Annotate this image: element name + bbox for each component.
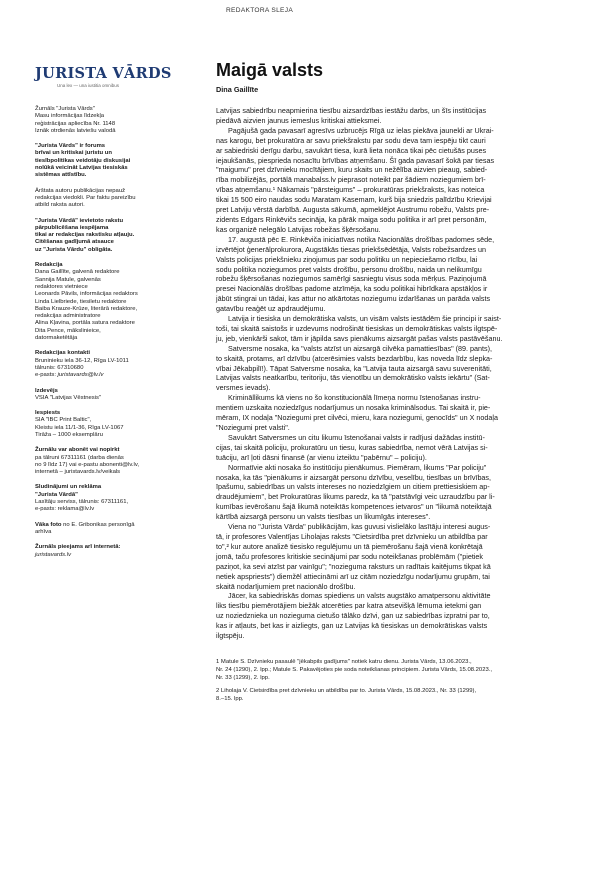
article-line: to",² kur autore analizē tiesisko regulējumu un tā piemērošanu šajā vienā konkrētajā [216,541,483,551]
article-paragraph [216,433,572,463]
article-line: Savukārt Satversmes un citu likumu īstenošanai valsts ir radījusi dažādas institū- [228,432,485,442]
ads-line: Lasītāju serviss, tālrunis: 67311161, [35,499,129,506]
publisher-heading: Izdevējs [35,387,58,394]
mission-line: nolūkā veicināt Latvijas tiesiskās [35,165,128,172]
footnote-line: 8.–15. lpp. [216,696,244,703]
disclaimer-line: atbild raksta autori. [35,202,85,209]
article-line: kārtībā aizsargā personu un valsts tiesības un likumīgās intereses". [216,512,431,522]
article-line: sodu politika noziegumos pret valsts drošību, personu drošību, naida un nelikumīgu [216,264,482,274]
ads-heading: Sludinājumi un reklāma [35,484,102,491]
article [216,60,572,710]
copyright-line: Citēšanas gadījumā atsauce [35,239,114,246]
disclaimer-line: redakcijas viedokli. Par faktu pareizību [35,194,136,201]
article-line: Viena no "Jurista Vārda" publikācijām, kas guvusi vislielāko lasītāju interesi augus- [228,522,491,532]
article-line: to skaitā, protams, arī dzīvību (atcerēsimies valsts bezdarbību, kas noveda līdz slepka- [216,353,493,363]
article-paragraph [216,106,572,126]
contacts-phone: tālrunis: 67310680 [35,364,84,371]
article-line: jomā, taču profesores kritiskie secinājumi par sodu noteikšanas problēmām ("pietiek [216,551,484,561]
article-line: jābūt stingrai un tādai, kas attur no atkārtotas noziegumu izdarīšanas un parāda valsts [216,294,491,304]
editorial-line: Dana Gaillīte, galvenā redaktore [35,269,120,276]
cover-heading: Vāka foto [35,521,62,528]
subscribe-block [35,447,185,476]
editorial-line: Leonards Pāvils, informācijas redaktors [35,291,138,298]
footnote [216,688,572,704]
mission-block [35,143,185,179]
cover-line: arhīva [35,528,52,535]
copyright-block [35,218,185,254]
editorial-line: redaktores vietniece [35,283,88,290]
publisher-name: VSIA "Latvijas Vēstnesis" [35,394,102,401]
article-line: kas ir atļauts, bet kas ir aizliegts, gan uz Latvijas kā tiesiskas un demokrātiskas valsts [216,621,488,631]
article-line: Krimināllikums kā viens no šo konstitucionālā līmeņa normu īstenošanas instru- [228,393,481,403]
article-paragraph [216,126,572,235]
article-line: zidents Edgars Rinkēvičs secināja, ka pārāk maiga sodu politika ir arī pret personām, [216,214,487,224]
editorial-line: Sannija Matule, galvenās [35,276,101,283]
contacts-email-label: e-pasts: [35,372,58,379]
article-paragraph [216,463,572,522]
mission-line: sistēmas attīstību. [35,172,87,179]
masthead-sidebar [35,66,185,559]
article-line: Valsts policijas priekšnieku ziņojumus par sodu politiku un nepieciešamo rīcību, lai [216,254,478,264]
article-line: "maigumu" pret dzīvnieku mocītājiem, kuru skaits un nežēlība aizvien pieaug, sabied- [216,165,488,175]
article-paragraph [216,522,572,591]
footnote-line: Nr. 24 (1290), 2. lpp.; Matule S. Pakavējoties pie soda noteikšanas principiem. Jurista Vārds, 15.08.2023., [216,666,493,673]
editorial-line: Baiba Krauze-Krūze, literārā redaktore, [35,305,138,312]
cover-line [35,522,185,529]
article-line: skaitā nodarījumiem pret nacionālo drošību. [216,581,356,591]
article-line: piedāvā aizvien jaunus iemeslus kritiskai attieksmei. [216,115,382,125]
footnotes [216,659,572,704]
article-line: cijas, tai skaitā policiju, prokuratūru un tiesu, kuras sabiedrība, nemot vērā Latvijas si- [216,442,488,452]
about-line: Žurnāls "Jurista Vārds" [35,106,95,112]
about-line: reģistrācijas apliecība Nr. 1148 [35,120,116,127]
article-paragraph [216,344,572,394]
editorial-line: Linda Lielbriede, tiesiletu redaktore [35,298,127,305]
ads-block [35,484,185,513]
about-line: Masu informācijas līdzekļa [35,113,105,120]
article-body [216,106,572,641]
article-line: mēram, IX nodaļa "Noziegumi pret cilvēci, mieru, kara noziegumi, genocīds" un X nodaļa [216,413,498,423]
contacts-block [35,350,185,379]
copyright-line: "Jurista Vārdā" ievietoto rakstu [35,217,124,224]
article-line: nas karogu, bet prokuratūra ar savu priekšrakstu par sodu deva tam iespēju tikt cauri [216,135,486,145]
article-line: īpašumu, sabiedrības un valsts intereses no noziedzīgiem un citiem prettiesiskiem ap- [216,482,490,492]
editorial-line: Alina Kļavina, portāla satura redaktore [35,320,135,327]
article-line: Normatīvie akti nosaka šo institūciju pienākumus. Piemēram, likums "Par policiju" [228,462,487,472]
article-line: gatavību reaģēt uz apdraudējumu. [216,304,326,314]
online-heading: Žurnāls pieejams arī internetā: [35,544,121,551]
contacts-heading: Redakcijas kontakti [35,350,91,357]
ads-line: e-pasts: reklama@lv.lv [35,506,95,513]
article-line: kumības ievērošanu šajā likumā noteiktās kompetences ietvaros" un "likumā noteiktajā [216,502,492,512]
article-line: tikai 15 500 eiro naudas sodu Maratam Kasemam, kurš bija sniedzis palīdzību Krievijai [216,195,492,205]
cover-block [35,522,185,537]
mission-line: tiesībpolitikas veidotāju diskusijai [35,157,131,164]
article-line: mentiem uzskaita noziedzīgus nodarījumus un nosaka kriminālsodus. Tai skaitā ir, pie- [216,403,491,413]
about-block [35,106,185,135]
copyright-line: tikai ar redakcijas rakstisku atļauju. [35,232,135,239]
article-line: Jācer, ka sabiedriskās domas spiediens un valsts augstāko amatpersonu aktivitāte [228,591,491,601]
mission-line: brīvai un kritiskai juristu un [35,150,112,157]
article-line: tuāciju, arī ļoti dāsni finansē (ar vienu izteiktu "pabērnu" – policiju). [216,452,427,462]
contacts-email-link[interactable]: juristavards@lv.lv [57,372,104,379]
publisher-block [35,388,185,403]
article-title: Maigā valsts [216,60,324,80]
article-line: iejaukšanās, piesprieda nosacītu brīvības atņemšanu. Šī gada pavasarī šokā par tiesas [216,155,495,165]
about-line: Iznāk otrdienās latviešu valodā [35,127,116,134]
editorial-heading: Redakcija [35,262,63,269]
footnote [216,659,572,682]
article-line: vībai Jēkabpilī!). Tāpat Satversme nosaka, ka "Latvija tauta aizsargā savu suverenitāti, [216,363,492,373]
article-line: netiek apspriests") diemžēl attiecināmi arī uz citām noziedzīgu nodarījumu grupām, tai [216,571,490,581]
article-line: Pagājušā gada pavasarī agresīvs uzbrucējs Rīgā uz ielas piekāva jaunekli ar Ukrai- [228,125,494,135]
article-line: uz noziedznieka un nozieguma cietušo tālāko dzīvi, gan uz sabiedrības izpratni par to, [216,611,490,621]
printer-line: Tirāža – 1000 eksemplāru [35,431,103,438]
printer-line: SIA "IBC Print Baltic", [35,417,92,424]
cover-text: no E. Gribonikas personīgā [63,521,135,528]
editorial-line: datormaketētāja [35,335,78,342]
printer-line: Kleistu iela 11/1-36, Rīga LV-1067 [35,424,124,431]
copyright-line: uz "Jurista Vārdu" obligāta. [35,246,113,253]
section-label: REDAKTORA SLEJA [226,7,294,14]
article-line: nosaka, ka tās "pienākums ir aizsargāt personu dzīvību, veselību, tiesības un brīvības, [216,472,492,482]
article-line: Latvijas sabiedrību neapmierina tiesību aizsardzības iestāžu darbs, un šīs institūcijas [216,106,487,115]
logo-tagline: Una lex — una iustitia omnibus [57,83,120,88]
article-paragraph [216,393,572,433]
article-line: ju, jeb, vienkārši sakot, tām ir jāpilda savs pienākums aizsargāt pašas valsts pastāvēšanu. [216,333,503,343]
copyright-line: pārpublicēšana iespējama [35,224,109,231]
article-paragraph [216,314,572,344]
footnote-line: Nr. 33 (1299), 2. lpp. [216,674,270,681]
article-line: kas organizē nelegālo Latvijas robežas šķērsošanu. [216,224,381,234]
article-line: robežu šķērsošanas noziegumos samērīgi sasniegtu visus soda mērķus. Paziņojumā [216,274,487,284]
article-line: toši, tai skaitā saistošs ir uzdevums nodrošināt tiesiskas un demokrātiskas valsts ilgtspē- [216,323,498,333]
mission-line: "Jurista Vārds" ir forums [35,143,106,150]
article-line: izvērtējot ģenerālprokurora, Augstākās tiesas priekšsēdētāja, Valsts robežsardzes un [216,244,486,254]
article-line: pret Latviju vērstā darbībā. Augusta sākumā, apmeklējot Austrumu robežu, Valsts pre- [216,205,490,215]
article-line: paziņot, ka sevi atzīst par vainīgu"; "nozieguma raksturs un radītais kaitējums tikpat kā [216,561,491,571]
disclaimer-block [35,188,185,210]
article-line: tā, ir profesores Valentījas Liholajas raksts "Cietsirdība pret dzīvnieku un atbildība par [216,531,488,541]
subscribe-heading: Žurnālu var abonēt vai nopirkt [35,447,120,454]
article-author: Dina Gaillīte [216,85,259,94]
article-line: ilgtspēju. [216,631,245,641]
article-line: rība mobilizējās, portālā manabalss.lv pieprasot noteikt par šādiem noziegumiem brī- [216,175,486,185]
editorial-line: redakcijas administratore [35,313,101,320]
article-line: liks tiesību piemērotājiem biežāk atcerēties par katra atsevišķā lēmuma ietekmi gan [216,601,482,611]
subscribe-line: pa tālruni 67311161 (darba dienās [35,454,124,461]
article-line: ar sabiedriski derīgu darbu, savukārt tiesa, kurā lieta nonāca tikai pēc cietušās puses [216,145,487,155]
article-line: "Noziegumi pret valsti". [216,423,290,432]
subscribe-line: internetā – juristavards.lv/veikals [35,469,121,476]
online-block [35,544,185,559]
article-line: Latvijas valsts neatkarību, teritoriju, tās vienotību un demokrātisko valsts iekārtu" (Sat- [216,373,490,383]
article-line: 17. augustā pēc E. Rinkēviča iniciatīvas notika Nacionālās drošības padomes sēde, [228,234,495,244]
disclaimer-line: Ārštata autoru publikācijas nepauž [35,187,126,194]
editorial-block [35,262,185,342]
contacts-email-line [35,372,185,379]
contacts-address: Bruninieku iela 36-12, Rīga LV-1011 [35,357,129,364]
printer-heading: Iespiests [35,410,61,417]
logo: JURISTA VĀRDS [35,65,172,82]
online-link[interactable]: juristavards.lv [35,551,72,558]
article-paragraph [216,235,572,314]
footnote-line: 2 Liholaja V. Cietsirdība pret dzīvnieku un atbildība par to. Jurista Vārds, 15.08.2023., Nr. 33 (1299), [216,688,477,695]
article-line: draudējumiem", bet Prokuratūras likums paredz, ka tā "patstāvīgi veic uzraudzību par li- [216,492,495,502]
editorial-line: Dita Pence, mākslinieice, [35,327,101,334]
article-line: Latvija ir tiesiska un demokrātiska valsts, un visām valsts iestādēm šie principi ir saist- [228,314,502,324]
article-line: vības atņemšanu.¹ Nākamais "pārsteigums" – prokuratūras priekšraksts, kas noteica [216,185,485,195]
ads-heading: "Jurista Vārdā" [35,491,78,498]
article-line: Satversme nosaka, ka "valsts atzīst un aizsargā cilvēka pamattiesības" (89. pants), [228,343,492,353]
article-line: presei Nacionālās drošības padome atzīmēja, ka sodu politikai hibrīdkara apstākļos ir [216,284,488,294]
article-paragraph [216,591,572,641]
printer-block [35,410,185,439]
footnote-line: 1 Matule S. Dzīvnieku pasaulē "jēkabpils gadījums" notiek katru dienu. Jurista Vārds, 13.06.2023., [216,658,472,665]
article-line: versmes ievads). [216,383,271,393]
subscribe-line: no 9 līdz 17) vai e-pastu abonenti@lv.lv, [35,461,139,468]
